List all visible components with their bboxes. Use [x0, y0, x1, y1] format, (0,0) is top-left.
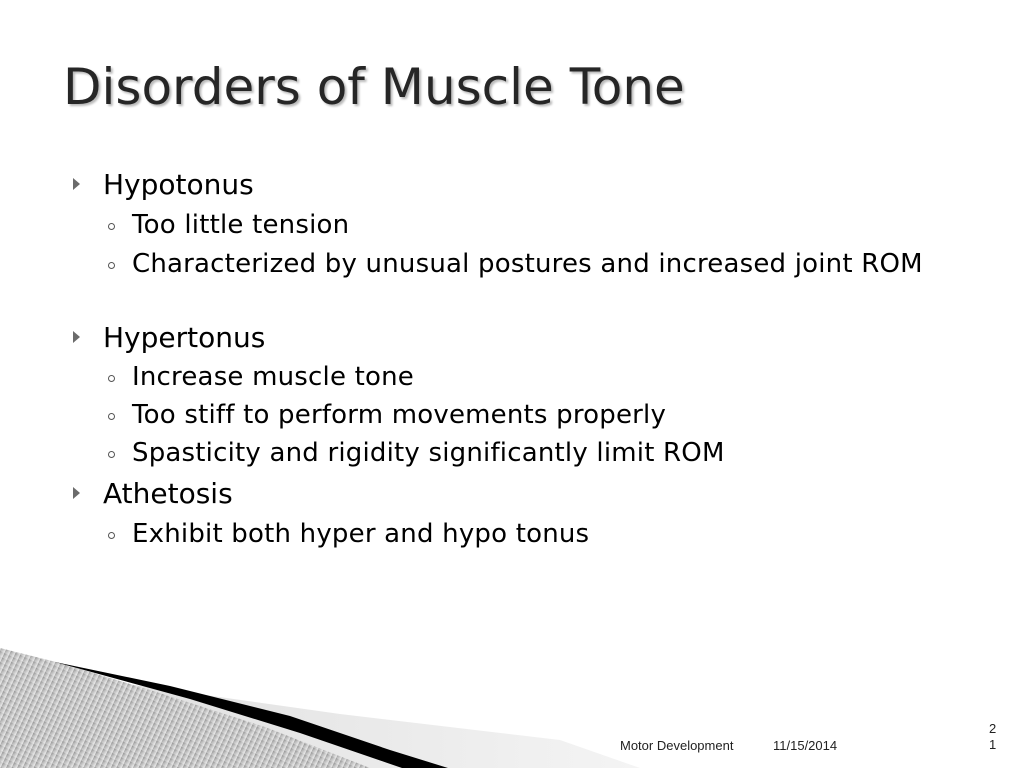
bullet-text: Athetosis [103, 477, 233, 510]
right-triangle-icon [73, 487, 80, 499]
sub-bullet-too-little-tension [132, 209, 349, 242]
footer-date: 11/15/2014 [773, 738, 838, 753]
sub-bullet-text: Too little tension [132, 210, 350, 240]
footer-course: Motor Development [620, 738, 734, 753]
hollow-circle-icon [108, 262, 115, 269]
hollow-circle-icon [108, 451, 115, 458]
sub-bullet-increase-muscle-tone [132, 361, 414, 394]
right-triangle-icon [73, 331, 80, 343]
bullet-hypertonus [103, 321, 265, 355]
hollow-circle-icon [108, 223, 115, 230]
slide-title: Disorders of Muscle Tone [63, 58, 685, 116]
sub-bullet-text: Characterized by unusual postures and increased joint ROM [132, 249, 923, 279]
sub-bullet-exhibit-both [132, 518, 589, 551]
bullet-athetosis [103, 477, 233, 511]
sub-bullet-characterized [132, 248, 972, 281]
hollow-circle-icon [108, 413, 115, 420]
sub-bullet-text: Spasticity and rigidity significantly limit ROM [132, 438, 725, 468]
swoosh-striped-wedge [0, 648, 370, 768]
sub-bullet-text: Too stiff to perform movements properly [132, 400, 667, 430]
bullet-hypotonus [103, 168, 254, 202]
right-triangle-icon [73, 178, 80, 190]
sub-bullet-text: Increase muscle tone [132, 362, 415, 392]
slide-page-number: 21 [989, 721, 997, 752]
sub-bullet-too-stiff [132, 399, 666, 432]
sub-bullet-spasticity [132, 437, 725, 470]
hollow-circle-icon [108, 375, 115, 382]
bullet-text: Hypertonus [103, 321, 266, 354]
bullet-text: Hypotonus [103, 168, 254, 201]
sub-bullet-text: Exhibit both hyper and hypo tonus [132, 519, 590, 549]
hollow-circle-icon [108, 532, 115, 539]
